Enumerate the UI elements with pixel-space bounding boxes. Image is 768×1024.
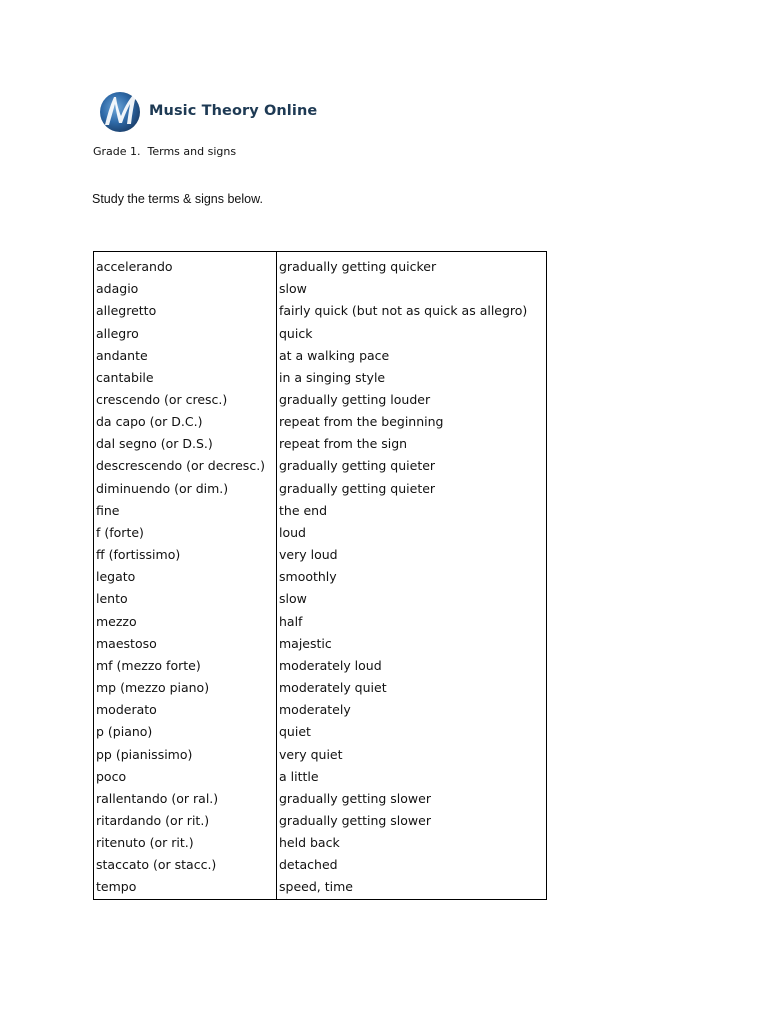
term-cell: adagio [94, 278, 277, 300]
term-cell: descrescendo (or decresc.) [94, 455, 277, 477]
meaning-cell: quick [279, 325, 313, 341]
table-row [94, 500, 547, 522]
meaning-cell: detached [279, 857, 338, 873]
table-row [94, 788, 547, 810]
table-row [94, 766, 547, 788]
meaning-cell: quiet [279, 724, 311, 740]
term-cell: pp (pianissimo) [94, 743, 277, 765]
term-cell: ritardando (or rit.) [94, 810, 277, 832]
table-row [94, 252, 547, 279]
meaning-cell: loud [279, 524, 306, 540]
table-row [94, 367, 547, 389]
meaning-cell: fairly quick (but not as quick as allegro) [279, 303, 528, 319]
table-row [94, 810, 547, 832]
table-row [94, 566, 547, 588]
table-row [94, 433, 547, 455]
meaning-cell: held back [279, 835, 340, 851]
terms-table [93, 251, 547, 900]
term-cell: maestoso [94, 633, 277, 655]
table-row [94, 743, 547, 765]
term-cell: poco [94, 766, 277, 788]
term-cell: f (forte) [94, 522, 277, 544]
term-cell: mp (mezzo piano) [94, 677, 277, 699]
meaning-cell: moderately quiet [279, 680, 387, 696]
table-row [94, 411, 547, 433]
logo [96, 88, 317, 134]
meaning-cell: the end [279, 502, 328, 518]
term-cell: diminuendo (or dim.) [94, 478, 277, 500]
terms-table-body [94, 252, 547, 900]
table-row [94, 345, 547, 367]
table-row [94, 677, 547, 699]
meaning-cell: repeat from the beginning [279, 414, 444, 430]
table-row [94, 633, 547, 655]
term-cell: mf (mezzo forte) [94, 655, 277, 677]
meaning-cell: moderately [279, 702, 351, 718]
table-row [94, 611, 547, 633]
table-row [94, 721, 547, 743]
term-cell: andante [94, 345, 277, 367]
table-row [94, 522, 547, 544]
meaning-cell: gradually getting quicker [279, 259, 437, 275]
table-row [94, 544, 547, 566]
meaning-cell: gradually getting louder [279, 392, 431, 408]
meaning-cell: repeat from the sign [279, 436, 408, 452]
term-cell: mezzo [94, 611, 277, 633]
term-cell: dal segno (or D.S.) [94, 433, 277, 455]
table-row [94, 832, 547, 854]
meaning-cell: half [279, 613, 303, 629]
meaning-cell: slow [279, 281, 307, 297]
meaning-cell: moderately loud [279, 657, 382, 673]
music-theory-online-logo-icon [96, 88, 144, 134]
meaning-cell: gradually getting slower [279, 812, 431, 828]
table-row [94, 699, 547, 721]
meaning-cell: a little [279, 768, 319, 784]
term-cell: crescendo (or cresc.) [94, 389, 277, 411]
meaning-cell: very quiet [279, 746, 343, 762]
term-cell: rallentando (or ral.) [94, 788, 277, 810]
meaning-cell: smoothly [279, 569, 337, 585]
document-subtitle: Grade 1. Terms and signs [93, 145, 237, 158]
meaning-cell: at a walking pace [279, 347, 390, 363]
term-cell: staccato (or stacc.) [94, 854, 277, 876]
table-row [94, 854, 547, 876]
table-row [94, 478, 547, 500]
meaning-cell: speed, time [279, 879, 353, 895]
meaning-cell: very loud [279, 547, 338, 563]
term-cell: lento [94, 588, 277, 610]
term-cell: moderato [94, 699, 277, 721]
term-cell: ff (fortissimo) [94, 544, 277, 566]
table-row [94, 389, 547, 411]
term-cell: tempo [94, 876, 277, 899]
meaning-cell: slow [279, 591, 307, 607]
meaning-cell: majestic [279, 635, 332, 651]
meaning-cell: gradually getting slower [279, 790, 431, 806]
table-row [94, 455, 547, 477]
term-cell: p (piano) [94, 721, 277, 743]
term-cell: allegretto [94, 300, 277, 322]
term-cell: fine [94, 500, 277, 522]
term-cell: legato [94, 566, 277, 588]
meaning-cell: in a singing style [279, 369, 386, 385]
term-cell: cantabile [94, 367, 277, 389]
term-cell: ritenuto (or rit.) [94, 832, 277, 854]
term-cell: accelerando [94, 252, 277, 279]
meaning-cell: gradually getting quieter [279, 458, 436, 474]
logo-text: Music Theory Online [149, 103, 318, 119]
term-cell: da capo (or D.C.) [94, 411, 277, 433]
table-row [94, 876, 547, 899]
table-row [94, 655, 547, 677]
table-row [94, 300, 547, 322]
table-row [94, 322, 547, 344]
table-row [94, 278, 547, 300]
meaning-cell: gradually getting quieter [279, 480, 436, 496]
instruction-text: Study the terms & signs below. [92, 192, 263, 206]
term-cell: allegro [94, 322, 277, 344]
table-row [94, 588, 547, 610]
